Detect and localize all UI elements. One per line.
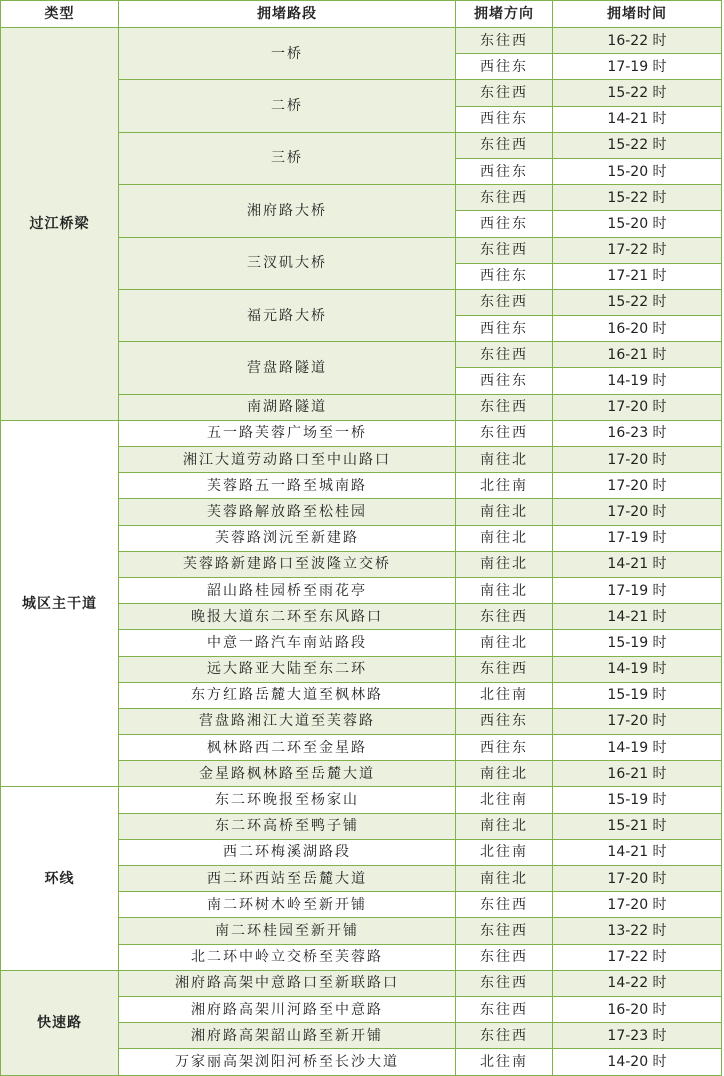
time-cell: 14-21 时 (553, 551, 722, 577)
direction-cell: 北往南 (456, 682, 553, 708)
road-cell: 南二环桂园至新开铺 (119, 918, 456, 944)
road-cell: 五一路芙蓉广场至一桥 (119, 420, 456, 446)
table-row (1, 28, 722, 54)
header-direction: 拥堵方向 (456, 1, 553, 28)
direction-cell: 东往西 (456, 80, 553, 106)
road-cell: 芙蓉路新建路口至波隆立交桥 (119, 551, 456, 577)
road-cell: 东方红路岳麓大道至枫林路 (119, 682, 456, 708)
direction-cell: 南往北 (456, 761, 553, 787)
road-cell: 芙蓉路解放路至松桂园 (119, 499, 456, 525)
time-cell: 14-21 时 (553, 839, 722, 865)
time-cell: 15-19 时 (553, 682, 722, 708)
direction-cell: 西往东 (456, 54, 553, 80)
time-cell: 17-20 时 (553, 708, 722, 734)
time-cell: 15-19 时 (553, 787, 722, 813)
direction-cell: 西往东 (456, 211, 553, 237)
direction-cell: 东往西 (456, 420, 553, 446)
direction-cell: 东往西 (456, 28, 553, 54)
time-cell: 16-21 时 (553, 342, 722, 368)
road-cell: 湘江大道劳动路口至中山路口 (119, 447, 456, 473)
time-cell: 17-20 时 (553, 394, 722, 420)
road-cell: 东二环晚报至杨家山 (119, 787, 456, 813)
direction-cell: 南往北 (456, 525, 553, 551)
direction-cell: 南往北 (456, 813, 553, 839)
time-cell: 14-20 时 (553, 1049, 722, 1075)
header-road: 拥堵路段 (119, 1, 456, 28)
road-cell: 万家丽高架浏阳河桥至长沙大道 (119, 1049, 456, 1075)
direction-cell: 东往西 (456, 185, 553, 211)
direction-cell: 南往北 (456, 630, 553, 656)
time-cell: 16-22 时 (553, 28, 722, 54)
direction-cell: 东往西 (456, 132, 553, 158)
road-cell: 三汊矶大桥 (119, 237, 456, 289)
time-cell: 15-19 时 (553, 630, 722, 656)
time-cell: 17-22 时 (553, 944, 722, 970)
time-cell: 13-22 时 (553, 918, 722, 944)
direction-cell: 南往北 (456, 447, 553, 473)
direction-cell: 东往西 (456, 237, 553, 263)
direction-cell: 东往西 (456, 996, 553, 1022)
road-cell: 二桥 (119, 80, 456, 132)
direction-cell: 西往东 (456, 368, 553, 394)
road-cell: 芙蓉路五一路至城南路 (119, 473, 456, 499)
time-cell: 16-21 时 (553, 761, 722, 787)
direction-cell: 东往西 (456, 342, 553, 368)
direction-cell: 东往西 (456, 918, 553, 944)
direction-cell: 东往西 (456, 944, 553, 970)
road-cell: 一桥 (119, 28, 456, 80)
time-cell: 16-23 时 (553, 420, 722, 446)
time-cell: 17-20 时 (553, 447, 722, 473)
direction-cell: 南往北 (456, 866, 553, 892)
road-cell: 福元路大桥 (119, 289, 456, 341)
road-cell: 湘府路大桥 (119, 185, 456, 237)
time-cell: 17-20 时 (553, 473, 722, 499)
road-cell: 芙蓉路浏沅至新建路 (119, 525, 456, 551)
time-cell: 17-19 时 (553, 577, 722, 603)
time-cell: 17-20 时 (553, 499, 722, 525)
time-cell: 15-22 时 (553, 185, 722, 211)
time-cell: 15-22 时 (553, 289, 722, 315)
road-cell: 南湖路隧道 (119, 394, 456, 420)
time-cell: 16-20 时 (553, 316, 722, 342)
time-cell: 16-20 时 (553, 996, 722, 1022)
road-cell: 中意一路汽车南站路段 (119, 630, 456, 656)
table-row (1, 970, 722, 996)
direction-cell: 北往南 (456, 787, 553, 813)
time-cell: 17-20 时 (553, 866, 722, 892)
direction-cell: 北往南 (456, 839, 553, 865)
time-cell: 15-22 时 (553, 80, 722, 106)
category-bridges: 过江桥梁 (1, 28, 119, 421)
direction-cell: 西往东 (456, 316, 553, 342)
direction-cell: 西往东 (456, 263, 553, 289)
direction-cell: 北往南 (456, 1049, 553, 1075)
direction-cell: 东往西 (456, 656, 553, 682)
road-cell: 金星路枫林路至岳麓大道 (119, 761, 456, 787)
time-cell: 14-19 时 (553, 368, 722, 394)
direction-cell: 西往东 (456, 106, 553, 132)
time-cell: 15-22 时 (553, 132, 722, 158)
time-cell: 15-20 时 (553, 158, 722, 184)
direction-cell: 北往南 (456, 473, 553, 499)
header-row (1, 1, 722, 28)
time-cell: 14-19 时 (553, 656, 722, 682)
direction-cell: 南往北 (456, 551, 553, 577)
time-cell: 14-21 时 (553, 604, 722, 630)
road-cell: 西二环梅溪湖路段 (119, 839, 456, 865)
direction-cell: 东往西 (456, 970, 553, 996)
time-cell: 17-22 时 (553, 237, 722, 263)
road-cell: 南二环树木岭至新开铺 (119, 892, 456, 918)
road-cell: 韶山路桂园桥至雨花亭 (119, 577, 456, 603)
road-cell: 三桥 (119, 132, 456, 184)
time-cell: 17-19 时 (553, 525, 722, 551)
road-cell: 营盘路湘江大道至芙蓉路 (119, 708, 456, 734)
road-cell: 东二环高桥至鸭子铺 (119, 813, 456, 839)
road-cell: 远大路亚大陆至东二环 (119, 656, 456, 682)
road-cell: 枫林路西二环至金星路 (119, 735, 456, 761)
time-cell: 17-23 时 (553, 1023, 722, 1049)
time-cell: 17-21 时 (553, 263, 722, 289)
time-cell: 17-19 时 (553, 54, 722, 80)
header-time: 拥堵时间 (553, 1, 722, 28)
time-cell: 14-19 时 (553, 735, 722, 761)
time-cell: 14-21 时 (553, 106, 722, 132)
direction-cell: 东往西 (456, 1023, 553, 1049)
direction-cell: 东往西 (456, 394, 553, 420)
direction-cell: 东往西 (456, 892, 553, 918)
direction-cell: 南往北 (456, 577, 553, 603)
time-cell: 17-20 时 (553, 892, 722, 918)
direction-cell: 西往东 (456, 708, 553, 734)
direction-cell: 东往西 (456, 604, 553, 630)
road-cell: 北二环中岭立交桥至芙蓉路 (119, 944, 456, 970)
time-cell: 14-22 时 (553, 970, 722, 996)
road-cell: 湘府路高架中意路口至新联路口 (119, 970, 456, 996)
table-row (1, 420, 722, 446)
road-cell: 湘府路高架韶山路至新开铺 (119, 1023, 456, 1049)
category-express: 快速路 (1, 970, 119, 1075)
direction-cell: 西往东 (456, 158, 553, 184)
road-cell: 湘府路高架川河路至中意路 (119, 996, 456, 1022)
direction-cell: 南往北 (456, 499, 553, 525)
category-arterial: 城区主干道 (1, 420, 119, 787)
direction-cell: 西往东 (456, 735, 553, 761)
time-cell: 15-20 时 (553, 211, 722, 237)
road-cell: 晚报大道东二环至东风路口 (119, 604, 456, 630)
road-cell: 西二环西站至岳麓大道 (119, 866, 456, 892)
time-cell: 15-21 时 (553, 813, 722, 839)
table-row (1, 787, 722, 813)
road-cell: 营盘路隧道 (119, 342, 456, 394)
category-ring: 环线 (1, 787, 119, 970)
direction-cell: 东往西 (456, 289, 553, 315)
header-type: 类型 (1, 1, 119, 28)
